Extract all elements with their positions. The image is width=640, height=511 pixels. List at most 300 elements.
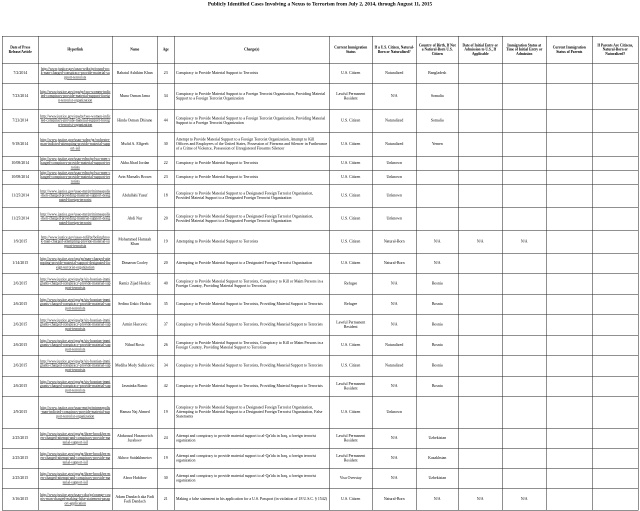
birth-country-cell: [416, 207, 458, 230]
date-cell: 7/2/2014: [2, 63, 38, 83]
table-row: [2, 428, 638, 448]
entry-status-cell: [502, 468, 546, 488]
parents-citizenship-cell: [592, 294, 638, 314]
table-row: [2, 488, 638, 510]
parents-status-cell: [546, 230, 592, 253]
charges-cell: Making a false statement in his application for a U.S. Passport (in violation of 18 U.S.C. § 1542): [174, 488, 329, 510]
name-cell: Hamza Naj Ahmed: [112, 396, 157, 428]
citizenship-cell: N/A: [372, 468, 416, 488]
charges-cell: Conspiracy to Provide Material Support to Terrorists: [174, 63, 329, 83]
age-cell: 19: [157, 396, 174, 428]
case-hyperlink[interactable]: http://www.justice.gov/opa/pr/two-women-indicted-conspiracy-provide-material-support-foreign-terrorist-organization: [40, 89, 111, 103]
date-cell: 2/25/2015: [2, 448, 38, 468]
entry-status-cell: N/A: [502, 488, 546, 510]
entry-date-cell: [458, 63, 502, 83]
citizenship-cell: N/A: [372, 83, 416, 109]
date-cell: 10/08/2014: [2, 156, 38, 170]
name-cell: Akhror Saidakhmetov: [112, 448, 157, 468]
status-cell: U.S. Citizen: [329, 132, 372, 156]
parents-status-cell: [546, 253, 592, 273]
citizenship-cell: Naturalized: [372, 63, 416, 83]
link-cell: [38, 428, 112, 448]
entry-date-cell: [458, 207, 502, 230]
citizenship-cell: Naturalized: [372, 335, 416, 355]
entry-status-cell: [502, 184, 546, 207]
entry-date-cell: [458, 448, 502, 468]
citizenship-cell: Unknown: [372, 184, 416, 207]
entry-status-cell: [502, 428, 546, 448]
parents-citizenship-cell: [592, 207, 638, 230]
name-cell: Ramiz Zijad Hodzic: [112, 273, 157, 294]
age-cell: 34: [157, 355, 174, 376]
link-cell: [38, 170, 112, 184]
parents-citizenship-cell: [592, 184, 638, 207]
charges-cell: Conspiracy to Provide Material Support to Terrorists, Conspiracy to Kill or Maim Persons in a Foreign Country, Providing Material Support to Terrorists: [174, 273, 329, 294]
charges-cell: Conspiracy to Provide Material Support to Terrorists: [174, 170, 329, 184]
table-row: [2, 63, 638, 83]
age-cell: 23: [157, 170, 174, 184]
table-row: [2, 376, 638, 396]
link-cell: [38, 376, 112, 396]
entry-date-cell: [458, 396, 502, 428]
status-cell: U.S. Citizen: [329, 253, 372, 273]
entry-date-cell: [458, 253, 502, 273]
entry-status-cell: [502, 396, 546, 428]
date-cell: 11/25/2014: [2, 184, 38, 207]
parents-status-cell: [546, 83, 592, 109]
parents-citizenship-cell: [592, 273, 638, 294]
parents-citizenship-cell: [592, 109, 638, 132]
name-cell: Akba Jihad Jordan: [112, 156, 157, 170]
birth-country-cell: [416, 170, 458, 184]
link-cell: [38, 448, 112, 468]
date-cell: 2/6/2015: [2, 355, 38, 376]
status-cell: U.S. Citizen: [329, 184, 372, 207]
entry-status-cell: [502, 253, 546, 273]
date-cell: 1/14/2015: [2, 253, 38, 273]
birth-country-cell: N/A: [416, 253, 458, 273]
link-cell: [38, 253, 112, 273]
case-hyperlink[interactable]: http://www.justice.gov/opa/pr/six-bosnian-immigrants-charged-conspiracy-provide-material-support-terrorists: [40, 338, 111, 352]
case-hyperlink[interactable]: http://www.justice.gov/usao-ndil/pr/bolingbrook-man-charged-attempting-provide-material-support-terrorists: [40, 235, 110, 248]
case-hyperlink[interactable]: http://www.justice.gov/opa/pr/three-brooklyn-men-charged-attempt-and-conspiracy-provide-material-support-isil: [40, 451, 111, 465]
parents-status-cell: [546, 63, 592, 83]
table-row: [2, 396, 638, 428]
case-hyperlink[interactable]: http://www.justice.gov/usao-ednc/pr/two-men-charged-conspiracy-provide-material-support-terrorists: [40, 170, 111, 184]
column-header-link: Hyperlink: [38, 36, 112, 63]
charges-cell: Conspiracy to Provide Material Support to Terrorists, Providing Material Support to Terrorists: [174, 355, 329, 376]
date-cell: 9/18/2014: [2, 132, 38, 156]
link-cell: [38, 184, 112, 207]
birth-country-cell: Somalia: [416, 109, 458, 132]
case-hyperlink[interactable]: http://www.justice.gov/usao-mn/pr/minneapolis-man-indicted-conspiracy-provide-material-support-terrorist-organization: [40, 405, 111, 419]
date-cell: 11/25/2014: [2, 207, 38, 230]
name-cell: Jasminka Ramic: [112, 376, 157, 396]
citizenship-cell: N/A: [372, 376, 416, 396]
birth-country-cell: [416, 184, 458, 207]
status-cell: U.S. Citizen: [329, 396, 372, 428]
age-cell: 19: [157, 230, 174, 253]
case-hyperlink[interactable]: http://www.justice.gov/opa/pr/man-charged-attempting-provide-material-support-designated-foreign-terrorist-organization: [40, 256, 111, 270]
parents-citizenship-cell: [592, 63, 638, 83]
status-cell: Lawful Permanent Resident: [329, 376, 372, 396]
parents-status-cell: [546, 273, 592, 294]
table-row: [2, 132, 638, 156]
charges-cell: Conspiracy to Provide Material Support to a Designated Foreign Terrorist Organization, Provided Material Support to a Designated Foreign Terrorist Organization: [174, 207, 329, 230]
document-title: Publicly Identified Cases Involving a Nexus to Terrorism from July 2, 2014, through August 11, 2015: [207, 1, 433, 7]
citizenship-cell: Unknown: [372, 170, 416, 184]
column-header-charges: Charge(s): [174, 36, 329, 63]
date-cell: 7/23/2014: [2, 109, 38, 132]
age-cell: 18: [157, 184, 174, 207]
parents-citizenship-cell: [592, 335, 638, 355]
status-cell: Refugee: [329, 273, 372, 294]
date-cell: 2/6/2015: [2, 294, 38, 314]
name-cell: Armin Harcevic: [112, 314, 157, 335]
charges-cell: Conspiracy to Provide Material Support to Terrorists, Providing Material Support to Terrorists: [174, 294, 329, 314]
parents-citizenship-cell: [592, 230, 638, 253]
date-cell: 2/6/2015: [2, 335, 38, 355]
parents-citizenship-cell: [592, 83, 638, 109]
citizenship-cell: Naturalized: [372, 355, 416, 376]
header-row: [2, 36, 638, 63]
charges-cell: Conspiracy to Provide Material Support to Terrorists: [174, 156, 329, 170]
name-cell: Avin Marsalis Brown: [112, 170, 157, 184]
age-cell: 42: [157, 376, 174, 396]
citizenship-cell: Naturalized: [372, 132, 416, 156]
parents-status-cell: [546, 355, 592, 376]
date-cell: 2/6/2015: [2, 314, 38, 335]
status-cell: U.S. Citizen: [329, 335, 372, 355]
entry-date-cell: [458, 184, 502, 207]
parents-status-cell: [546, 132, 592, 156]
charges-cell: Conspiracy to Provide Material Support to a Foreign Terrorist Organization, Providing Material Support to a Foreign Terrorist Organization: [174, 83, 329, 109]
name-cell: Dimaean Cooley: [112, 253, 157, 273]
birth-country-cell: Bosnia: [416, 314, 458, 335]
table-row: [2, 314, 638, 335]
entry-status-cell: [502, 156, 546, 170]
parents-status-cell: [546, 396, 592, 428]
case-hyperlink[interactable]: http://www.justice.gov/opa/pr/three-brooklyn-men-charged-attempt-and-conspiracy-provide-material-support-isil: [40, 431, 111, 445]
name-cell: Mufid A. Elfgeeh: [112, 132, 157, 156]
table-row: [2, 294, 638, 314]
charges-cell: Attempt and conspiracy to provide material support to al-Qa'ida in Iraq, a foreign terrorist organization: [174, 448, 329, 468]
parents-citizenship-cell: [592, 428, 638, 448]
case-hyperlink[interactable]: http://www.justice.gov/opa/pr/six-bosnian-immigrants-charged-conspiracy-provide-material-support-terrorists: [40, 318, 111, 331]
link-cell: [38, 156, 112, 170]
column-header-birth-country: Country of Birth, If Not a Natural-Born U.S. Citizen: [416, 36, 458, 63]
status-cell: U.S. Citizen: [329, 207, 372, 230]
parents-status-cell: [546, 488, 592, 510]
birth-country-cell: Kazakhstan: [416, 448, 458, 468]
entry-date-cell: [458, 468, 502, 488]
parents-status-cell: [546, 109, 592, 132]
table-row: [2, 184, 638, 207]
age-cell: 34: [157, 83, 174, 109]
birth-country-cell: Bosnia: [416, 273, 458, 294]
link-cell: [38, 83, 112, 109]
parents-citizenship-cell: [592, 396, 638, 428]
entry-status-cell: [502, 294, 546, 314]
charges-cell: Conspiracy to Provide Material Support to Terrorists, Providing Material Support to Terrorists: [174, 314, 329, 335]
case-hyperlink[interactable]: http://www.justice.gov/opa/pr/six-bosnian-immigrants-charged-conspiracy-provide-material-support-terrorists: [40, 277, 111, 290]
case-hyperlink[interactable]: http://www.justice.gov/opa/pr/three-brooklyn-men-charged-attempt-and-conspiracy-provide-material-support-isil: [40, 471, 111, 485]
entry-date-cell: [458, 428, 502, 448]
table-row: [2, 207, 638, 230]
parents-status-cell: [546, 428, 592, 448]
entry-date-cell: N/A: [458, 230, 502, 253]
column-header-citizenship: If a U.S. Citizen, Natural-Born or Naturalized?: [372, 36, 416, 63]
charges-cell: Attempt and conspiracy to provide material support to al-Qa'ida in Iraq, a foreign terrorist organization: [174, 468, 329, 488]
parents-status-cell: [546, 156, 592, 170]
case-hyperlink[interactable]: http://www.justice.gov/usao-mn/pr/minneapolis-men-charged-providing-material-support-designated-foreign-terrorist: [40, 212, 111, 225]
entry-date-cell: [458, 294, 502, 314]
age-cell: 35: [157, 294, 174, 314]
date-cell: 2/25/2015: [2, 468, 38, 488]
link-cell: [38, 207, 112, 230]
entry-date-cell: N/A: [458, 488, 502, 510]
entry-date-cell: [458, 109, 502, 132]
name-cell: Mohammed Hamzah Khan: [112, 230, 157, 253]
birth-country-cell: Yemen: [416, 132, 458, 156]
link-cell: [38, 132, 112, 156]
entry-status-cell: [502, 355, 546, 376]
column-header-age: Age: [157, 36, 174, 63]
name-cell: Hinda Osman Dhirane: [112, 109, 157, 132]
parents-status-cell: [546, 207, 592, 230]
age-cell: 30: [157, 132, 174, 156]
column-header-status: Current Immigration Status: [329, 36, 372, 63]
name-cell: Adam Dandach aka Fadi Fadi Dandach: [112, 488, 157, 510]
case-hyperlink[interactable]: http://www.justice.gov/opa/pr/six-bosnian-immigrants-charged-conspiracy-provide-material-support-terrorists: [40, 297, 111, 311]
age-cell: 21: [157, 488, 174, 510]
citizenship-cell: Unknown: [372, 396, 416, 428]
birth-country-cell: Bosnia: [416, 376, 458, 396]
entry-date-cell: [458, 83, 502, 109]
citizenship-cell: N/A: [372, 428, 416, 448]
entry-status-cell: [502, 83, 546, 109]
link-cell: [38, 335, 112, 355]
entry-date-cell: [458, 273, 502, 294]
birth-country-cell: N/A: [416, 230, 458, 253]
date-cell: 7/23/2014: [2, 83, 38, 109]
entry-date-cell: [458, 314, 502, 335]
table-row: [2, 448, 638, 468]
charges-cell: Conspiracy to Provide Material Support to Terrorists, Providing Material Support to Terrorists: [174, 376, 329, 396]
entry-date-cell: [458, 355, 502, 376]
case-hyperlink[interactable]: http://www.justice.gov/usao-mn/pr/minneapolis-men-charged-providing-material-support-designated-foreign-terrorist: [40, 189, 111, 202]
status-cell: U.S. Citizen: [329, 63, 372, 83]
name-cell: Abdi Nur: [112, 207, 157, 230]
birth-country-cell: Bosnia: [416, 355, 458, 376]
link-cell: [38, 109, 112, 132]
status-cell: U.S. Citizen: [329, 355, 372, 376]
parents-citizenship-cell: [592, 448, 638, 468]
parents-status-cell: [546, 314, 592, 335]
date-cell: 2/25/2015: [2, 428, 38, 448]
date-cell: 2/6/2015: [2, 376, 38, 396]
column-header-entry-date: Date of Initial Entry or Admission to U.S., If Applicable: [458, 36, 502, 63]
date-cell: 2/6/2015: [2, 273, 38, 294]
name-cell: Abror Habibov: [112, 468, 157, 488]
name-cell: Abdurasul Hasanovich Juraboev: [112, 428, 157, 448]
charges-cell: Attempt to Provide Material Support to a Foreign Terrorist Organization, Attempt to Kill Officers and Employees of the United States, Possession of Firearms and Silencer in Furtherance of a Crime of Violence, Possession of Unregistered Firearms Silencer: [174, 132, 329, 156]
birth-country-cell: [416, 156, 458, 170]
parents-citizenship-cell: [592, 376, 638, 396]
parents-citizenship-cell: [592, 314, 638, 335]
link-cell: [38, 294, 112, 314]
status-cell: U.S. Citizen: [329, 109, 372, 132]
table-row: [2, 355, 638, 376]
age-cell: 19: [157, 448, 174, 468]
citizenship-cell: Unknown: [372, 156, 416, 170]
age-cell: 23: [157, 63, 174, 83]
age-cell: 44: [157, 109, 174, 132]
status-cell: Lawful Permanent Resident: [329, 314, 372, 335]
link-cell: [38, 355, 112, 376]
citizenship-cell: Unknown: [372, 207, 416, 230]
entry-status-cell: [502, 170, 546, 184]
name-cell: Muna Osman Jama: [112, 83, 157, 109]
citizenship-cell: Natural-Born: [372, 230, 416, 253]
age-cell: 37: [157, 314, 174, 335]
birth-country-cell: Uzbekistan: [416, 428, 458, 448]
table-row: [2, 156, 638, 170]
birth-country-cell: Bangladesh: [416, 63, 458, 83]
table-row: [2, 335, 638, 355]
citizenship-cell: Natural-Born: [372, 253, 416, 273]
status-cell: Lawful Permanent Resident: [329, 83, 372, 109]
birth-country-cell: Bosnia: [416, 294, 458, 314]
entry-status-cell: [502, 314, 546, 335]
parents-status-cell: [546, 170, 592, 184]
link-cell: [38, 488, 112, 510]
entry-status-cell: [502, 109, 546, 132]
table-row: [2, 253, 638, 273]
charges-cell: Attempt and conspiracy to provide material support to al-Qa'ida in Iraq, a foreign terrorist organization: [174, 428, 329, 448]
age-cell: 22: [157, 156, 174, 170]
citizenship-cell: Natural-Born: [372, 488, 416, 510]
entry-status-cell: [502, 63, 546, 83]
age-cell: 26: [157, 335, 174, 355]
citizenship-cell: N/A: [372, 314, 416, 335]
parents-status-cell: [546, 184, 592, 207]
citizenship-cell: Naturalized: [372, 109, 416, 132]
age-cell: 24: [157, 428, 174, 448]
entry-status-cell: N/A: [502, 230, 546, 253]
birth-country-cell: [416, 396, 458, 428]
status-cell: Lawful Permanent Resident: [329, 448, 372, 468]
entry-date-cell: [458, 132, 502, 156]
entry-date-cell: [458, 376, 502, 396]
entry-status-cell: [502, 376, 546, 396]
status-cell: U.S. Citizen: [329, 488, 372, 510]
case-hyperlink[interactable]: http://www.justice.gov/usao-wdny/pr/rochester-man-indicted-attempting-provide-material-support-isil: [40, 137, 111, 151]
table-row: [2, 468, 638, 488]
column-header-date: Date of Press Release/Article: [2, 36, 38, 63]
status-cell: Refugee: [329, 294, 372, 314]
parents-citizenship-cell: [592, 468, 638, 488]
charges-cell: Conspiracy to Provide Material Support to Terrorists, Conspiracy to Kill or Maim Persons in a Foreign Country, Providing Material Support to Terrorists: [174, 335, 329, 355]
case-hyperlink[interactable]: http://www.justice.gov/usao-ednc/pr/two-men-charged-conspiracy-provide-material-support-terrorists: [40, 156, 111, 170]
age-cell: 20: [157, 253, 174, 273]
citizenship-cell: N/A: [372, 448, 416, 468]
age-cell: 40: [157, 273, 174, 294]
name-cell: Mediha Medy Salkicevic: [112, 355, 157, 376]
parents-status-cell: [546, 294, 592, 314]
table-row: [2, 273, 638, 294]
charges-cell: Conspiracy to Provide Material Support to a Foreign Terrorist Organization, Providing Material Support to a Foreign Terrorist Organization: [174, 109, 329, 132]
parents-citizenship-cell: [592, 156, 638, 170]
status-cell: Visa Overstay: [329, 468, 372, 488]
link-cell: [38, 468, 112, 488]
case-hyperlink[interactable]: http://www.justice.gov/usao-wdtx/pr/round-rock-man-charged-conspiracy-provide-material-support-terrorists: [40, 66, 110, 80]
parents-status-cell: [546, 468, 592, 488]
birth-country-cell: Somalia: [416, 83, 458, 109]
age-cell: 30: [157, 468, 174, 488]
date-cell: 2/9/2015: [2, 396, 38, 428]
link-cell: [38, 273, 112, 294]
status-cell: Lawful Permanent Resident: [329, 428, 372, 448]
case-hyperlink[interactable]: http://www.justice.gov/opa/pr/six-bosnian-immigrants-charged-conspiracy-provide-material-support-terrorists: [40, 379, 111, 393]
parents-citizenship-cell: [592, 132, 638, 156]
entry-status-cell: [502, 132, 546, 156]
case-hyperlink[interactable]: http://www.justice.gov/opa/pr/six-bosnian-immigrants-charged-conspiracy-provide-material-support-terrorists: [40, 359, 111, 372]
name-cell: Abdullahi Yusuf: [112, 184, 157, 207]
parents-status-cell: [546, 335, 592, 355]
status-cell: U.S. Citizen: [329, 230, 372, 253]
table-row: [2, 170, 638, 184]
entry-status-cell: [502, 207, 546, 230]
citizenship-cell: N/A: [372, 294, 416, 314]
link-cell: [38, 314, 112, 335]
link-cell: [38, 396, 112, 428]
charges-cell: Attempting to Provide Material Support to a Designated Foreign Terrorist Organization: [174, 253, 329, 273]
entry-date-cell: [458, 170, 502, 184]
parents-status-cell: [546, 448, 592, 468]
charges-cell: Attempting to Provide Material Support to Terrorists: [174, 230, 329, 253]
table-row: [2, 109, 638, 132]
birth-country-cell: Bosnia: [416, 335, 458, 355]
age-cell: 20: [157, 207, 174, 230]
case-hyperlink[interactable]: http://www.justice.gov/opa/pr/two-women-indicted-conspiracy-provide-material-support-foreign-terrorist-organization: [40, 114, 111, 127]
case-hyperlink[interactable]: http://www.justice.gov/usao-cdca/pr/orange-county-man-charged-making-false-statement-passport-application: [40, 492, 111, 506]
entry-status-cell: [502, 448, 546, 468]
status-cell: U.S. Citizen: [329, 170, 372, 184]
link-cell: [38, 63, 112, 83]
column-header-name: Name: [112, 36, 157, 63]
entry-status-cell: [502, 335, 546, 355]
table-header: [2, 36, 638, 63]
table-body: [2, 63, 638, 510]
status-cell: U.S. Citizen: [329, 156, 372, 170]
parents-citizenship-cell: [592, 488, 638, 510]
name-cell: Sedina Unkic Hodzic: [112, 294, 157, 314]
table-row: [2, 83, 638, 109]
charges-cell: Conspiracy to Provide Material Support to a Designated Foreign Terrorist Organization, Provided Material Support to a Designated Foreign Terrorist Organization: [174, 184, 329, 207]
parents-status-cell: [546, 376, 592, 396]
date-cell: 10/08/2014: [2, 170, 38, 184]
link-cell: [38, 230, 112, 253]
parents-citizenship-cell: [592, 253, 638, 273]
birth-country-cell: Uzbekistan: [416, 468, 458, 488]
table-row: [2, 230, 638, 253]
column-header-parents-citizenship: If Parents Are Citizens, Natural-Born or Naturalized?: [592, 36, 638, 63]
date-cell: 1/9/2015: [2, 230, 38, 253]
parents-citizenship-cell: [592, 355, 638, 376]
name-cell: Nihad Rosic: [112, 335, 157, 355]
birth-country-cell: N/A: [416, 488, 458, 510]
